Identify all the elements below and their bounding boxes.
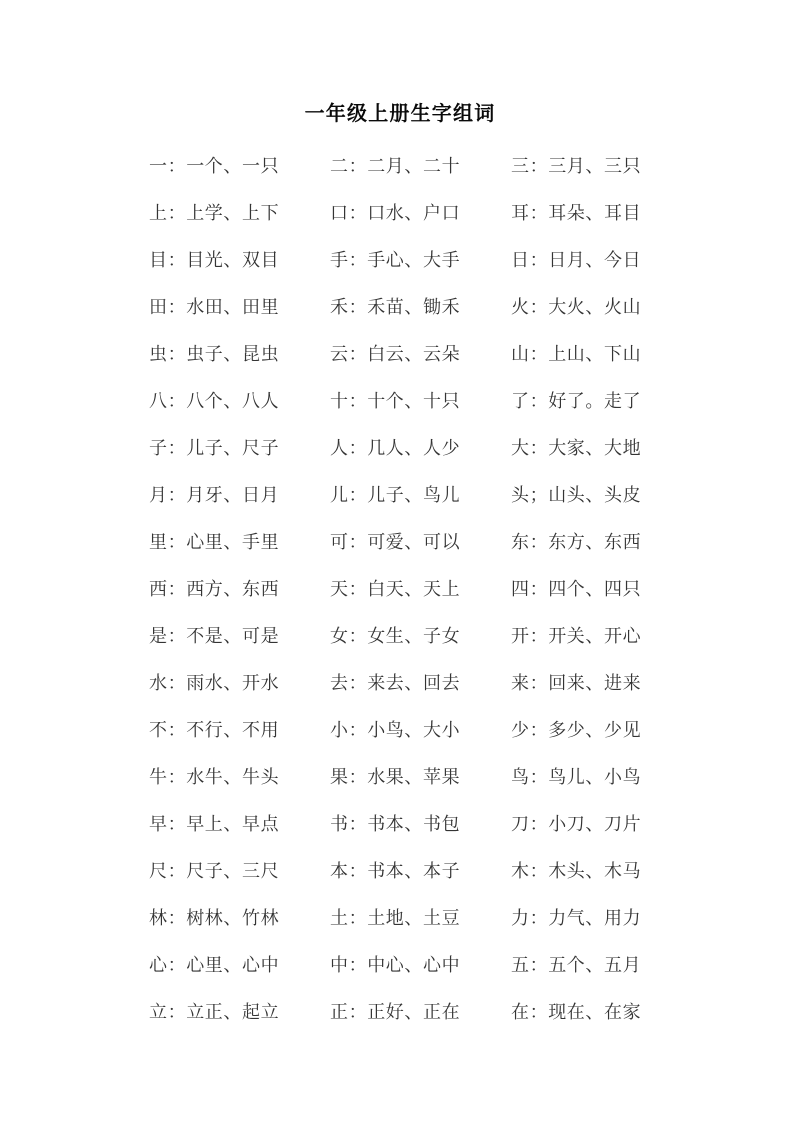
word-entry: 里：心里、手里 (149, 531, 280, 552)
word-entry: 本：书本、本子 (330, 860, 461, 881)
word-entry: 八：八个、八人 (149, 390, 280, 411)
entry-row (149, 329, 692, 376)
word-entry: 心：心里、心中 (149, 954, 280, 975)
word-entry: 了：好了。走了 (511, 390, 642, 411)
word-entry: 是：不是、可是 (149, 625, 280, 646)
entry-row (149, 658, 692, 705)
word-entry: 小：小鸟、大小 (330, 719, 461, 740)
entry-row (149, 940, 692, 987)
word-entry: 禾：禾苗、锄禾 (330, 296, 461, 317)
word-entry: 子：儿子、尺子 (149, 437, 280, 458)
word-entry: 早：早上、早点 (149, 813, 280, 834)
word-entry: 女：女生、子女 (330, 625, 461, 646)
entry-row (149, 423, 692, 470)
word-entry: 西：西方、东西 (149, 578, 280, 599)
word-entry: 儿：儿子、鸟儿 (330, 484, 461, 505)
word-entry: 刀：小刀、刀片 (511, 813, 642, 834)
word-entry: 十：十个、十只 (330, 390, 461, 411)
word-entry: 四：四个、四只 (511, 578, 642, 599)
word-entry: 鸟：鸟儿、小鸟 (511, 766, 642, 787)
word-entry: 日：日月、今日 (511, 249, 642, 270)
entry-row (149, 282, 692, 329)
entry-row (149, 141, 692, 188)
word-entry: 在：现在、在家 (511, 1001, 642, 1022)
word-entry: 云：白云、云朵 (330, 343, 461, 364)
entry-row (149, 470, 692, 517)
word-entry: 人：几人、人少 (330, 437, 461, 458)
word-entry: 可：可爱、可以 (330, 531, 461, 552)
word-entry: 林：树林、竹林 (149, 907, 280, 928)
page-title: 一年级上册生字组词 (304, 103, 496, 125)
word-entry: 大：大家、大地 (511, 437, 642, 458)
entry-row (149, 188, 692, 235)
word-entry: 火：大火、火山 (511, 296, 642, 317)
word-entry: 中：中心、心中 (330, 954, 461, 975)
word-entry: 天：白天、天上 (330, 578, 461, 599)
word-entry: 月：月牙、日月 (149, 484, 280, 505)
word-entry: 耳：耳朵、耳目 (511, 202, 642, 223)
word-entry: 一：一个、一只 (149, 155, 280, 176)
entry-row (149, 752, 692, 799)
entry-row (149, 517, 692, 564)
word-entry: 正：正好、正在 (330, 1001, 461, 1022)
word-entry: 手：手心、大手 (330, 249, 461, 270)
word-entry: 五：五个、五月 (511, 954, 642, 975)
entry-row (149, 235, 692, 282)
word-entry: 去：来去、回去 (330, 672, 461, 693)
word-entry: 目：目光、双目 (149, 249, 280, 270)
word-entry: 三：三月、三只 (511, 155, 642, 176)
word-entry: 立：立正、起立 (149, 1001, 280, 1022)
word-entry: 田：水田、田里 (149, 296, 280, 317)
word-entry: 书：书本、书包 (330, 813, 461, 834)
word-entry: 虫：虫子、昆虫 (149, 343, 280, 364)
entry-row (149, 799, 692, 846)
word-entry: 不：不行、不用 (149, 719, 280, 740)
word-entry: 力：力气、用力 (511, 907, 642, 928)
word-list (149, 141, 692, 1034)
entry-row (149, 893, 692, 940)
entry-row (149, 705, 692, 752)
word-entry: 来：回来、进来 (511, 672, 642, 693)
word-entry: 上：上学、上下 (149, 202, 280, 223)
word-entry: 水：雨水、开水 (149, 672, 280, 693)
entry-row (149, 611, 692, 658)
word-entry: 尺：尺子、三尺 (149, 860, 280, 881)
word-entry: 东：东方、东西 (511, 531, 642, 552)
word-entry: 二：二月、二十 (330, 155, 461, 176)
entry-row (149, 376, 692, 423)
word-entry: 木：木头、木马 (511, 860, 642, 881)
word-entry: 头；山头、头皮 (511, 484, 642, 505)
word-entry: 土：土地、土豆 (330, 907, 461, 928)
entry-row (149, 564, 692, 611)
word-entry: 开：开关、开心 (511, 625, 642, 646)
word-entry: 果：水果、苹果 (330, 766, 461, 787)
word-entry: 山：上山、下山 (511, 343, 642, 364)
word-entry: 牛：水牛、牛头 (149, 766, 280, 787)
entry-row (149, 987, 692, 1034)
entry-row (149, 846, 692, 893)
word-entry: 口：口水、户口 (330, 202, 461, 223)
word-entry: 少：多少、少见 (511, 719, 642, 740)
